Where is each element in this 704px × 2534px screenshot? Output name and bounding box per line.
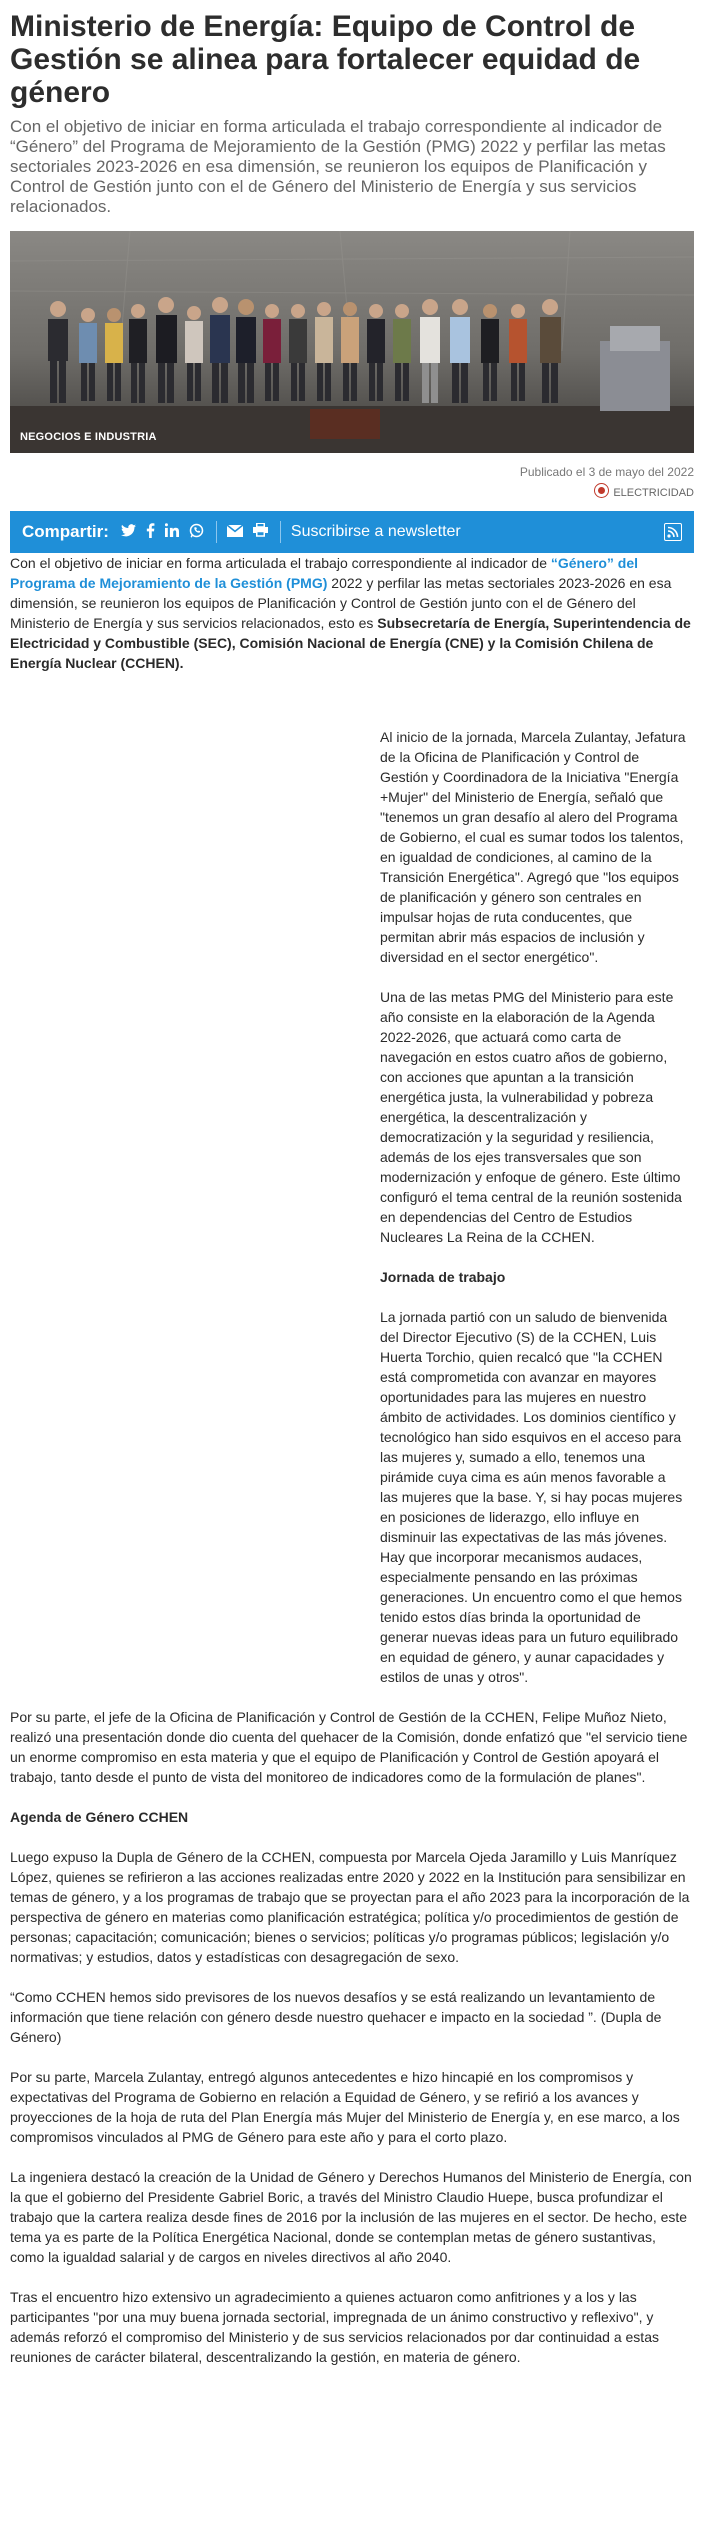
article-body — [10, 553, 694, 2367]
share-divider-2 — [280, 521, 281, 543]
share-divider — [216, 521, 217, 543]
intro-institutions: Subsecretaría de Energía, Superintendencia de Electricidad y Combustible (SEC), Comisión Nacional de Energía (CNE) y la Comisión Chilena de Energía Nuclear (CCHEN). — [10, 615, 691, 671]
article-photo — [10, 231, 694, 453]
paragraph-final: Tras el encuentro hizo extensivo un agradecimiento a quienes actuaron como anfitriones y a los y las participantes "por una muy buena jornada sectorial, impregnada de un ánimo constructivo y reflexivo", y además reforzó el compromiso del Ministerio y de sus servicios relacionados por dar continuidad a estas reuniones de carácter bilateral, descentralizando la gestión, en materia de género. — [10, 2289, 659, 2365]
pmg-gender-link[interactable]: “Género” del Programa de Mejoramiento de la Gestión (PMG) — [10, 555, 639, 591]
paragraph-agenda-2022-2026: Una de las metas PMG del Ministerio para este año consiste en la elaboración de la Agenda 2022-2026, que actuará como carta de navegación en estos cuatro años de gobierno, con acciones que apuntan a la transición energética justa, la vulnerabilidad y pobreza energética, la descentralización y democratización y la seguridad y resiliencia, además de los ejes transversales que son modernización y enfoque de género. Este último configuró el tema central de la reunión sostenida en dependencias del Centro de Estudios Nucleares La Reina de la CCHEN. — [380, 989, 682, 1245]
facebook-icon[interactable] — [146, 523, 155, 542]
electricity-icon — [594, 483, 609, 498]
paragraph-zulantay-intro: Al inicio de la jornada, Marcela Zulantay, Jefatura de la Oficina de Planificación y Control de Gestión y Coordinadora de la Iniciativa "Energía +Mujer" del Ministerio de Energía, señaló que "tenemos un gran desafío al alero del Programa de Gobierno, el cual es sumar todos los talentos, en igualdad de condiciones, al camino de la Transición Energética". Agregó que "los equipos de planificación y género son centrales en impulsar hojas de ruta conducentes, que permitan abrir más espacios de inclusión y diversidad en el sector energético". — [380, 729, 686, 965]
intro-text-2: 2022 y perfilar las metas sectoriales 2023-2026 en esa dimensión, se reunieron los equipos de Planificación y Control de Gestión junto con el de Género del Ministerio de Energía y sus servicios relacionados, esto es — [10, 575, 672, 631]
article-full-width — [10, 1707, 694, 2367]
whatsapp-icon[interactable] — [189, 523, 204, 542]
group-photo-illustration — [10, 231, 694, 453]
rss-icon[interactable] — [664, 523, 682, 541]
category-label: ELECTRICIDAD — [613, 487, 694, 499]
twitter-icon[interactable] — [121, 524, 136, 541]
paragraph-zulantay-avances: Por su parte, Marcela Zulantay, entregó algunos antecedentes e hizo hincapié en los compromisos y expectativas del Programa de Gobierno en relación a Equidad de Género, y se refirió a los avances y proyecciones de la hoja de ruta del Plan Energía más Mujer del Ministerio de Energía y, en ese marco, a los compromisos vinculados al PMG de Género para este año y para el corto plazo. — [10, 2069, 680, 2145]
article-title: Ministerio de Energía: Equipo de Control de Gestión se alinea para fortalecer equidad de género — [10, 10, 641, 109]
article-right-column — [380, 727, 686, 1687]
paragraph-huerta: La jornada partió con un saludo de bienvenida del Director Ejecutivo (S) de la CCHEN, Luis Huerta Torchio, quien recalcó que "la CCHEN está comprometida con avanzar en mayores oportunidades para las mujeres en nuestro ámbito de actividades. Los dominios científico y tecnológico han sido esquivos en el acceso para las mujeres y, sumado a ello, tenemos una pirámide cuya cima es aún menos favorable a las mujeres que la base. Y, si hay pocas mujeres en posiciones de liderazgo, ello influye en disminuir las expectativas de las más jóvenes. Hay que incorporar mecanismos audaces, especialmente pensando en las próximas generaciones. Un encuentro como el que hemos tenido estos días brinda la oportunidad de generar nuevas ideas para un futuro equilibrado en equidad de género, y aunar capacidades y estilos de unas y otros". — [380, 1309, 683, 1685]
heading-jornada-de-trabajo: Jornada de trabajo — [380, 1269, 506, 1285]
intro-text-1: Con el objetivo de iniciar en forma articulada el trabajo correspondiente al indicador de — [10, 555, 551, 571]
share-bar — [10, 511, 694, 553]
paragraph-munoz: Por su parte, el jefe de la Oficina de Planificación y Control de Gestión de la CCHEN, Felipe Muñoz Nieto, realizó una presentación donde dio cuenta del quehacer de la Comisión, donde enfatizó que "el servicio tiene un enorme compromiso en esta materia y que el equipo de Planificación y Control de Gestión apoyará el trabajo, tanto desde el punto de vista del monitoreo de indicadores como de la formulación de planes". — [10, 1709, 688, 1785]
share-label: Compartir: — [22, 522, 109, 541]
article-intro — [10, 553, 694, 673]
paragraph-quote-dupla: “Como CCHEN hemos sido previsores de los nuevos desafíos y se está realizando un levantamiento de información que tiene relación con género desde nuestro quehacer e impacto en la sociedad ”. (Dupla de Género) — [10, 1989, 662, 2045]
email-icon[interactable] — [227, 524, 243, 541]
paragraph-unidad-genero: La ingeniera destacó la creación de la Unidad de Género y Derechos Humanos del Ministerio de Energía, con la que el gobierno del Presidente Gabriel Boric, a través del Ministro Claudio Huepe, busca profundizar el trabajo que la cartera realiza desde fines de 2016 por la inclusión de las mujeres en el sector. De hecho, este tema ya es parte de la Política Energética Nacional, donde se contemplan metas de género sustantivas, como la igualdad salarial y de cargos en niveles directivos al año 2040. — [10, 2169, 692, 2265]
newsletter-link[interactable]: Suscribirse a newsletter — [290, 523, 461, 540]
paragraph-dupla-genero: Luego expuso la Dupla de Género de la CCHEN, compuesta por Marcela Ojeda Jaramillo y Luis Manríquez López, quienes se refirieron a las acciones realizadas entre 2020 y 2022 en la Institución para sensibilizar en temas de género, y a los programas de trabajo que se proyectan para el año 2023 para la incorporación de la perspectiva de género en materias como planificación estratégica; política y/o procedimientos de gestión de personas; capacitación; comunicación; bienes o servicios; políticas y/o programas públicos; legislación y/o normativas; y estudios, datos y estadísticas con desagregación de sexo. — [10, 1849, 690, 1965]
linkedin-icon[interactable] — [165, 523, 179, 541]
category-badge[interactable] — [10, 483, 694, 499]
publish-date: Publicado el 3 de mayo del 2022 — [519, 465, 694, 479]
photo-section-tag[interactable]: NEGOCIOS E INDUSTRIA — [20, 431, 157, 443]
article-lead: Con el objetivo de iniciar en forma articulada el trabajo correspondiente al indicador de “Género” del Programa de Mejoramiento de la Gestión (PMG) 2022 y perfilar las metas sectoriales 2023-2026 en esa dimensión, se reunieron los equipos de Planificación y Control de Gestión junto con el de Género del Ministerio de Energía y sus servicios relacionados. — [10, 117, 666, 216]
heading-agenda-genero-cchen: Agenda de Género CCHEN — [10, 1809, 189, 1825]
print-icon[interactable] — [253, 523, 268, 541]
